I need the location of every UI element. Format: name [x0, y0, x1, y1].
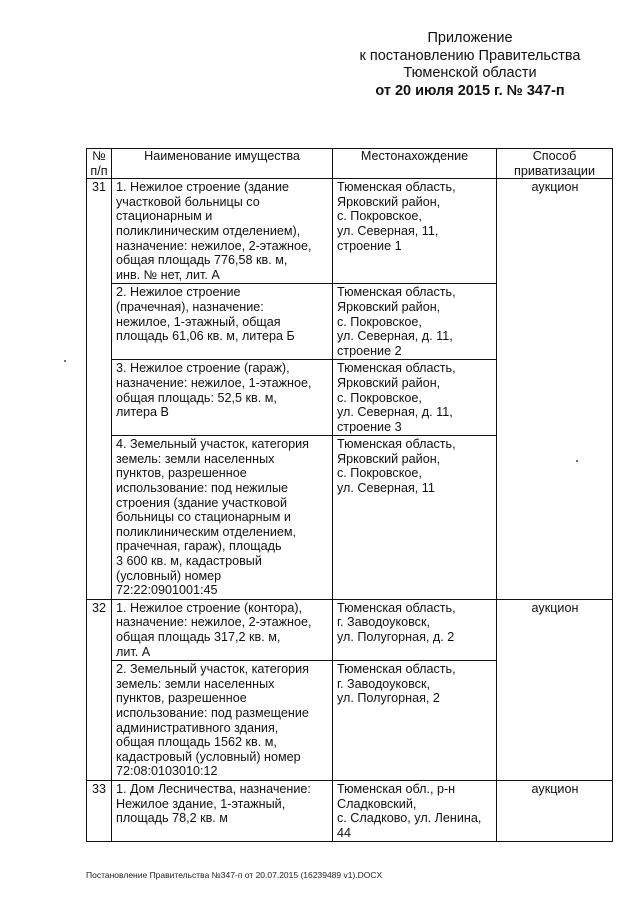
- column-header-name: Наименование имущества: [112, 149, 333, 179]
- table-row: [87, 599, 613, 660]
- property-location: Тюменская область, Ярковский район, с. Покровское, ул. Северная, д. 11, строение 2: [333, 284, 497, 360]
- row-number: 32: [87, 599, 112, 780]
- property-location: Тюменская область, г. Заводоуковск, ул. Полугорная, д. 2: [333, 599, 497, 660]
- property-table: [86, 148, 613, 842]
- header-date-number: от 20 июля 2015 г. № 347-п: [375, 82, 565, 99]
- property-name: 1. Нежилое строение (контора), назначение: нежилое, 2-этажное, общая площадь 317,2 кв. м, лит. А: [112, 599, 333, 660]
- header-appendix-label: Приложение: [427, 30, 513, 46]
- property-location: Тюменская обл., р-н Сладковский, с. Сладково, ул. Ленина, 44: [333, 780, 497, 841]
- property-location: Тюменская область, Ярковский район, с. Покровское, ул. Северная, 11, строение 1: [333, 179, 497, 284]
- privatization-method: аукцион: [497, 179, 613, 600]
- header-resolution-line: к постановлению Правительства: [359, 47, 581, 64]
- table-row: [87, 179, 613, 284]
- table-row: [87, 780, 613, 841]
- scan-speck: [576, 460, 578, 462]
- privatization-method: аукцион: [497, 780, 613, 841]
- property-name: 2. Земельный участок, категория земель: земли населенных пунктов, разрешенное использование: под размещение административного здания, общая площадь 1562 кв. м, кадастровый (условный) номер 72:08:0103010:12: [112, 661, 333, 781]
- property-location: Тюменская область, Ярковский район, с. Покровское, ул. Северная, д. 11, строение 3: [333, 360, 497, 436]
- property-name: 3. Нежилое строение (гараж), назначение: нежилое, 1-этажное, общая площадь: 52,5 кв. м, литера В: [112, 360, 333, 436]
- column-header-method: Способ приватизации: [497, 149, 613, 179]
- appendix-header: [330, 30, 610, 100]
- privatization-method: аукцион: [497, 599, 613, 780]
- column-header-num: № п/п: [87, 149, 112, 179]
- table-header-row: [87, 149, 613, 179]
- property-name: 2. Нежилое строение (прачечная), назначение: нежилое, 1-этажный, общая площадь 61,06 кв. м, литера Б: [112, 284, 333, 360]
- column-header-location: Местонахождение: [333, 149, 497, 179]
- row-number: 31: [87, 179, 112, 600]
- scan-speck: [64, 360, 66, 362]
- header-region-line: Тюменской области: [403, 65, 537, 81]
- property-name: 1. Дом Лесничества, назначение: Нежилое здание, 1-этажный, площадь 78,2 кв. м: [112, 780, 333, 841]
- property-name: 1. Нежилое строение (здание участковой больницы со стационарным и поликлиническим отделением), назначение: нежилое, 2-этажное, общая площадь 776,58 кв. м, инв. № нет, лит. А: [112, 179, 333, 284]
- document-footer: Постановление Правительства №347-п от 20.07.2015 (16239489 v1).DOCX: [86, 870, 383, 880]
- property-location: Тюменская область, Ярковский район, с. Покровское, ул. Северная, 11: [333, 436, 497, 600]
- row-number: 33: [87, 780, 112, 841]
- property-location: Тюменская область, г. Заводоуковск, ул. Полугорная, 2: [333, 661, 497, 781]
- property-name: 4. Земельный участок, категория земель: земли населенных пунктов, разрешенное использование: под нежилые строения (здание участковой больницы со стационарным и поликлиническим отделением, прачечная, гараж), площадь 3 600 кв. м, кадастровый (условный) номер 72:22:0901001:45: [112, 436, 333, 600]
